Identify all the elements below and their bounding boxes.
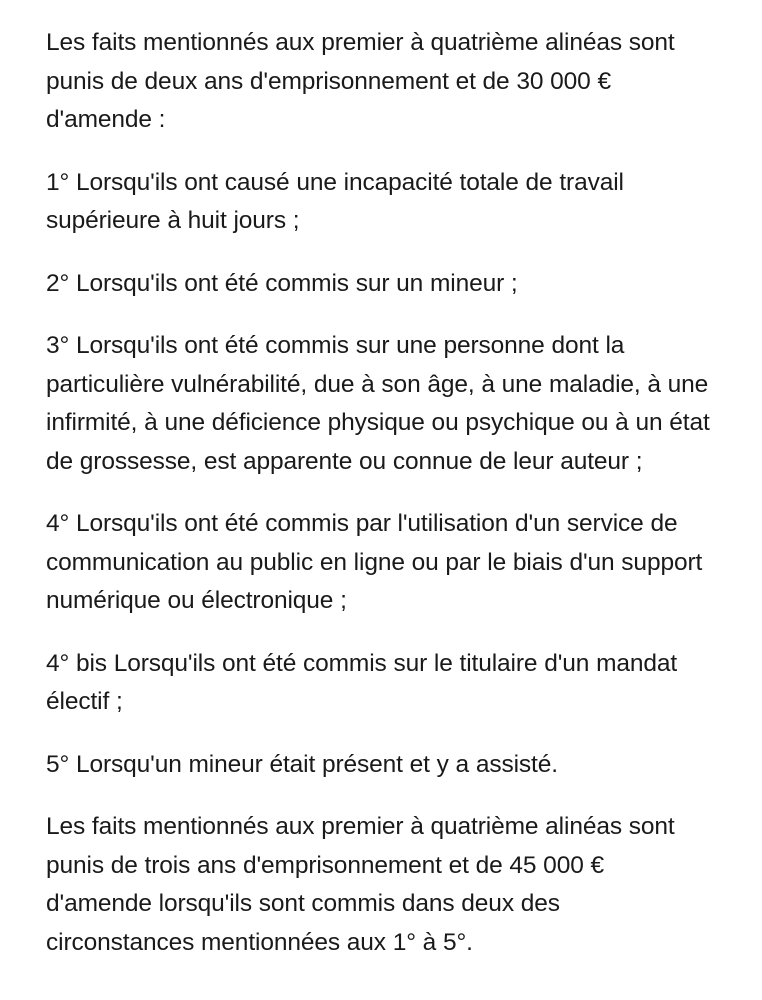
paragraph-item-5: 5° Lorsqu'un mineur était présent et y a assisté. [46,750,558,778]
paragraph-item-4: 4° Lorsqu'ils ont été commis par l'utilisation d'un service de communication au public en ligne ou par le biais d'un support numérique ou électronique ; [46,510,703,614]
paragraph-item-2: 2° Lorsqu'ils ont été commis sur un mineur ; [46,269,518,297]
document-text-column [46,24,712,962]
paragraph-item-1: 1° Lorsqu'ils ont causé une incapacité totale de travail supérieure à huit jours ; [46,168,624,234]
paragraph-penalty-three-years: Les faits mentionnés aux premier à quatrième alinéas sont punis de trois ans d'emprisonnement et de 45 000 € d'amende lorsqu'ils sont commis dans deux des circonstances mentionnées aux 1° à 5°. [46,813,675,956]
paragraph-penalty-two-years: Les faits mentionnés aux premier à quatrième alinéas sont punis de deux ans d'emprisonnement et de 30 000 € d'amende : [46,29,675,133]
paragraph-item-3: 3° Lorsqu'ils ont été commis sur une personne dont la particulière vulnérabilité, due à son âge, à une maladie, à une infirmité, à une déficience physique ou psychique ou à un état de grossesse, est apparente ou connue de leur auteur ; [46,332,710,475]
paragraph-item-4-bis: 4° bis Lorsqu'ils ont été commis sur le titulaire d'un mandat électif ; [46,649,678,715]
